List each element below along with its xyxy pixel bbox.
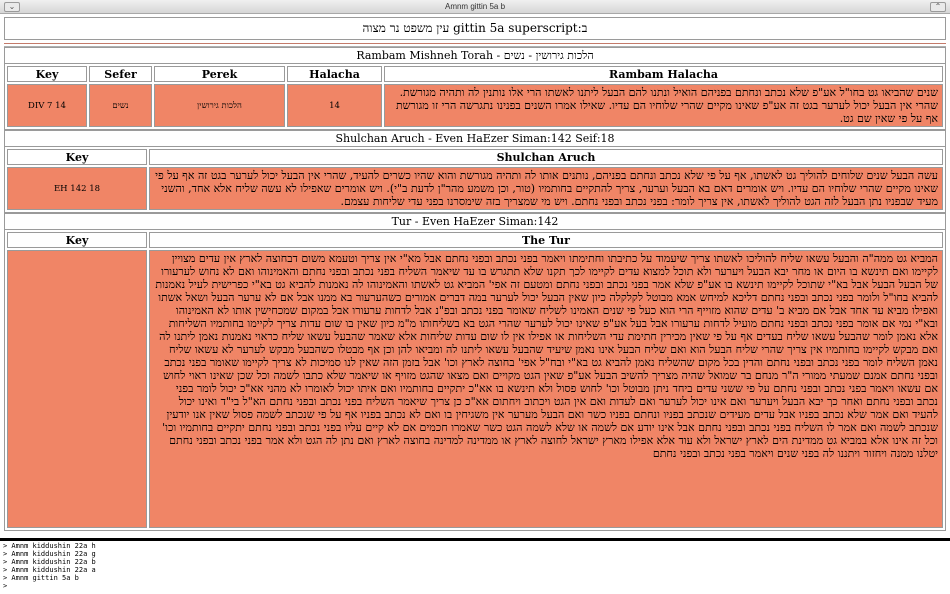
title-divider bbox=[4, 43, 946, 44]
tur-text-cell[interactable] bbox=[149, 250, 943, 528]
rambam-header-sefer: Sefer bbox=[89, 66, 152, 82]
tur-key-cell bbox=[7, 250, 147, 528]
console-line: > Amnm kiddushin 22a a bbox=[3, 566, 96, 574]
rambam-text-cell: שנים שהביאו גט בחו"ל אע"פ שלא נכתב ונחתם בפניהם הואיל ונתנו להם הבעל ליתנו לאשתו הרי אלו נותנין לה ותהיה מגורשת. שהרי אין הבעל יכול לערער בגט זה אע"פ שאינו מקיים שהרי שלוחיו הם עדיו. שאילו אמרו השנים בפנינו נתגרשה הרי זו מגורשת אף על פי שאין שם גט. bbox=[384, 84, 943, 127]
shulchan-header-key: Key bbox=[7, 149, 147, 165]
rambam-header-halacha: Halacha bbox=[287, 66, 382, 82]
table-row bbox=[7, 250, 943, 528]
tur-text: המביא גט ממה"ה והבעל עשאו שליח להוליכו לאשתו צריך שיעמוד על כתיבתו וחתימתו ויאמר בפני נכתב ובפני נחתם אבל מא"י אין צריך וטעמא משום דבחוצה לארץ אין עדים מצויין לקיימו ואם תינשא בו היום או מחר יבא הבעל ויערער ולא תוכל למצוא עדים לקיימו לכך תקנו שלא תתגרש בו עד שיאמר השליח בפני נכתב ובפני נחתם והאמינוהו ואם לא נחוש לערעורו של הבעל הבעל אבל בא"י שתוכל לקיימו תינשא בו אע"פ שלא אמר בפני נכתב ובפני נחתם ומטעם זה אפי' המביא גט לאשתו והאמינוהו לה נאמנות להביא גט בא"י כפרישית לעיל נאמנות להביא בחו"ל ולומר בפני נכתב ובפני נחתם דליכא למיחש אמא מבוטל לקלקלה כיון שאין הבעל יכול לערער במה דברים אמורים כשהערעור בא ממנו אבל אם לא ערער הבעל ושאל אשתו ואפילו מביא עד אחד אבל אם מביא ב' עדים שהוא מזוייף הרי הוא כעל פי שנים האמינו לשליח שאומר בפני נכתב ובפ"נ אבל לדחות ערעורו אבל במקום שמכחישין אותו לא האמינוהו ובא"י נמי אם אומר בפני נכתב ובפני נחתם מועיל לדחות ערעורו אבל בעל אע"פ שאינו יכול לערער שהרי הגט בא בשליחותו מ"מ כיון שאין בו שום עדות צריך לקיימו בחותמיו השליחות אלא נאמן לומר שהבעל עשאו שליח בעדים אף על פי שאין מכירין חתימת עדי השליחות או אפילו אין לו שום עדות שליחות אלא שאמר שהבעל עשאו שליח כראוי נאמנות נאמן ליתנו לה ואם מבקש לקיימו בחותמיו אין צריך שהרי שליח הבעל הוא ואם שליח הבעל אינו נאמן שיעיד שהבעל עשאו ליתנו לה ומביאו להן וכן אף מבטלו כשהבעל מבקש לערער לא עשאו שליח נאמן השליח לומר בפני נכתב ובפני נחתם והדין בכל מקום שהשליח נאמן להביא גט בא"י ובח"ל אפי' בחוצה לארץ וכו' אבל בזמן הזה שאין לנו סמיכות לא צריך לקיימו שאומר בפני נכתב ובפני נחתם אמנם שמעתי ממורי ה"ר מנחם בר שמואל שהיה מצריך להשיב הבעל אע"פ שאין הגט מקויים ואם מצאו שהגט מזויף או שיאמר שלא כתבו לשמה וכל שכן שאינו ראוי לחוש אם עשאו ויאמר בפני נכתב ובפני נחתם על פי ששני עדים ביחד ניתן מבוטל וכו' לחוש פסול ולא תינשא בו אא"כ יתקיים בחותמיו ואם איתו יכול לאומרו לא מהני אא"כ יכול לומר בפני נכתב ובפני נחתם ואחר כך יבא הבעל ויערער ואם אינו יכול לערער ואם לעדות ואם אין הגט ויכתוב ויחתום אא"כ כן צריך שיאמר השליח בפני נכתב ובפני נחתם הא"ל בי"ד ואינו יכול להעיד ואם אמר שלא נכתב בפניו אבל עדים מעידים שנכתב בפניו ונחתם בפניו כשר ואם הבעל מערער אין משגיחין בו ואם לא נכתב בפניו אף על פי שנכתב לשמה פסול שאין אנו יודעין שנכתב לשמה ואם אמר לו השליח בפני נכתב ובפני נחתם אבל אינו יודע אם לשמה או שלא לשמה הגט כשר שאמרו חכמים אם לא קיים עליו בפני נכתב ובפני נחתם יתקיים בחותמיו וכו' וכל זה אינו אלא במביא גט ממדינת הים לארץ ישראל ולא עוד אלא אפילו מארץ ישראל לחוצה לארץ או ממדינה למדינה בחוצה לארץ ואם נתן לה הגט ולא אמר בפני נכתב ובפני נחתם יטלנו ממנה ויחזור ויתננו לה בפני שנים ויאמר בפני נכתב ובפני נחתם bbox=[155, 252, 938, 460]
console-line: > Amnm kiddushin 22a h bbox=[3, 542, 96, 550]
console-line: > Amnm gittin 5a b bbox=[3, 574, 79, 582]
tur-header-key: Key bbox=[7, 232, 147, 248]
shulchan-table bbox=[4, 130, 946, 213]
window-menu-button[interactable]: ⌄ bbox=[4, 2, 20, 12]
rambam-key-cell: DIV 7 14 bbox=[7, 84, 87, 127]
tur-header-text: The Tur bbox=[149, 232, 943, 248]
shulchan-caption: Shulchan Aruch - Even HaEzer Siman:142 Seif:18 bbox=[4, 130, 946, 146]
window-maximize-button[interactable]: ⌃ bbox=[930, 2, 946, 12]
tur-caption: Tur - Even HaEzer Siman:142 bbox=[4, 213, 946, 229]
console-line: > Amnm kiddushin 22a g bbox=[3, 550, 96, 558]
rambam-halacha-cell: 14 bbox=[287, 84, 382, 127]
rambam-header-key: Key bbox=[7, 66, 87, 82]
rambam-table bbox=[4, 47, 946, 130]
console-line: > Amnm kiddushin 22a b bbox=[3, 558, 96, 566]
table-row bbox=[7, 84, 943, 127]
rambam-sefer-cell: נשים bbox=[89, 84, 152, 127]
window-title: Amnm gittin 5a b bbox=[444, 2, 506, 11]
shulchan-header-text: Shulchan Aruch bbox=[149, 149, 943, 165]
rambam-header-perek: Perek bbox=[154, 66, 285, 82]
rambam-caption: Rambam Mishneh Torah - הלכות גירושין - נשים bbox=[4, 47, 946, 63]
console-prompt[interactable]: > bbox=[3, 582, 8, 590]
page-title: ב:gittin 5a superscript עין משפט נר מצוה bbox=[4, 17, 946, 40]
rambam-header-text: Rambam Halacha bbox=[384, 66, 943, 82]
table-row bbox=[7, 167, 943, 210]
main-content bbox=[0, 15, 950, 538]
tur-table bbox=[4, 213, 946, 531]
shulchan-text-cell: עשה הבעל שנים שלוחים להוליך גט לאשתו, אף על פי שלא נכתב ונחתם בפניהם, נותנים אותו לה ותהיה מגורשת והוא שהיו כשרים להעיד, שהרי אין הבעל יכול לערער בגט זה אף על פי שאינו מקיים שהרי שלוחיו הם עדיו. ויש אומרים דאם בא הבעל וערער, צריך להתקיים בחותמיו (טור, וכן משמע מהר"ן לדעת ב"י). ויש אומרים שאפילו לא עשה שליח אלא אחד, והשני מעיד שבפניו נתן הבעל לזה הגט להוליך לאשתו, אין צריך לומר: בפני נכתב ובפני נחתם. ויש מי שמצריך בזה שימסרנו בפני עדי שליחות עצמם. bbox=[149, 167, 943, 210]
window-titlebar bbox=[0, 0, 950, 14]
rambam-perek-cell: הלכות גירושין bbox=[154, 84, 285, 127]
shulchan-key-cell: EH 142 18 bbox=[7, 167, 147, 210]
command-console[interactable] bbox=[0, 538, 950, 594]
